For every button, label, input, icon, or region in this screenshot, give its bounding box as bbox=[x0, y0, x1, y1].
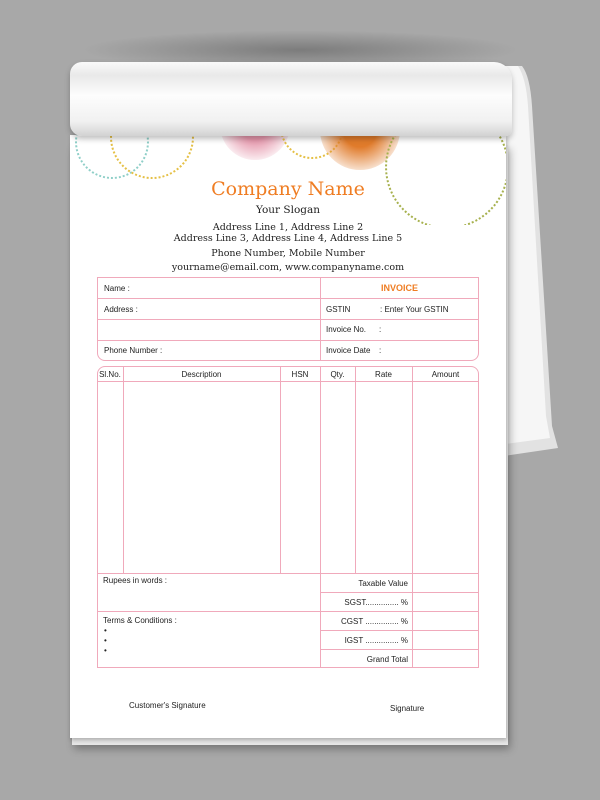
totals-row-divider bbox=[320, 592, 479, 593]
pad-binding-roll bbox=[70, 62, 512, 136]
col-divider bbox=[355, 366, 356, 573]
company-phone: Phone Number, Mobile Number bbox=[211, 248, 365, 259]
totals-row-divider bbox=[320, 649, 479, 650]
terms-bullet: • bbox=[104, 636, 107, 645]
terms-bullet: • bbox=[104, 646, 107, 655]
column-header-description: Description bbox=[181, 370, 222, 379]
column-header-qty: Qty. bbox=[330, 370, 345, 379]
phone-field-label: Phone Number : bbox=[104, 346, 163, 355]
terms-bullet: • bbox=[104, 626, 107, 635]
address-field-label: Address : bbox=[104, 305, 138, 314]
company-slogan: Your Slogan bbox=[255, 204, 321, 216]
col-divider bbox=[123, 366, 124, 573]
totals-divider bbox=[97, 573, 479, 574]
column-header-rate: Rate bbox=[375, 370, 392, 379]
items-header-divider bbox=[97, 381, 479, 382]
invoice-title: INVOICE bbox=[380, 283, 418, 293]
column-header-slno: Sl.No. bbox=[99, 370, 121, 379]
company-contact: yourname@email.com, www.companyname.com bbox=[171, 262, 405, 273]
terms-divider bbox=[97, 611, 320, 612]
col-divider bbox=[412, 366, 413, 668]
taxable-value-label: Taxable Value bbox=[358, 579, 408, 588]
column-header-amount: Amount bbox=[431, 370, 460, 379]
divider bbox=[97, 319, 479, 320]
grand-total-label: Grand Total bbox=[366, 655, 408, 664]
invoice-date-label: Invoice Date bbox=[326, 346, 371, 355]
rupees-in-words-label: Rupees in words : bbox=[103, 576, 168, 585]
gstin-label: GSTIN bbox=[326, 305, 351, 314]
cgst-label: CGST ............... % bbox=[341, 617, 408, 626]
divider bbox=[97, 298, 479, 299]
column-header-hsn: HSN bbox=[291, 370, 309, 379]
gstin-value: : Enter Your GSTIN bbox=[380, 305, 449, 314]
customer-signature-label: Customer's Signature bbox=[129, 701, 206, 710]
invoice-number-sep: : bbox=[379, 325, 382, 334]
name-field-label: Name : bbox=[104, 284, 130, 293]
address-line-1: Address Line 1, Address Line 2 bbox=[212, 222, 364, 233]
address-line-2: Address Line 3, Address Line 4, Address Line 5 bbox=[173, 233, 403, 244]
sgst-label: SGST............... % bbox=[344, 598, 408, 607]
divider bbox=[97, 340, 479, 341]
terms-label: Terms & Conditions : bbox=[103, 616, 177, 625]
company-name: Company Name bbox=[211, 178, 365, 200]
invoice-date-sep: : bbox=[379, 346, 382, 355]
authorized-signature-label: Signature bbox=[390, 704, 425, 713]
invoice-number-label: Invoice No. bbox=[326, 325, 367, 334]
col-divider bbox=[280, 366, 281, 573]
totals-row-divider bbox=[320, 611, 479, 612]
totals-row-divider bbox=[320, 630, 479, 631]
igst-label: IGST ............... % bbox=[344, 636, 408, 645]
